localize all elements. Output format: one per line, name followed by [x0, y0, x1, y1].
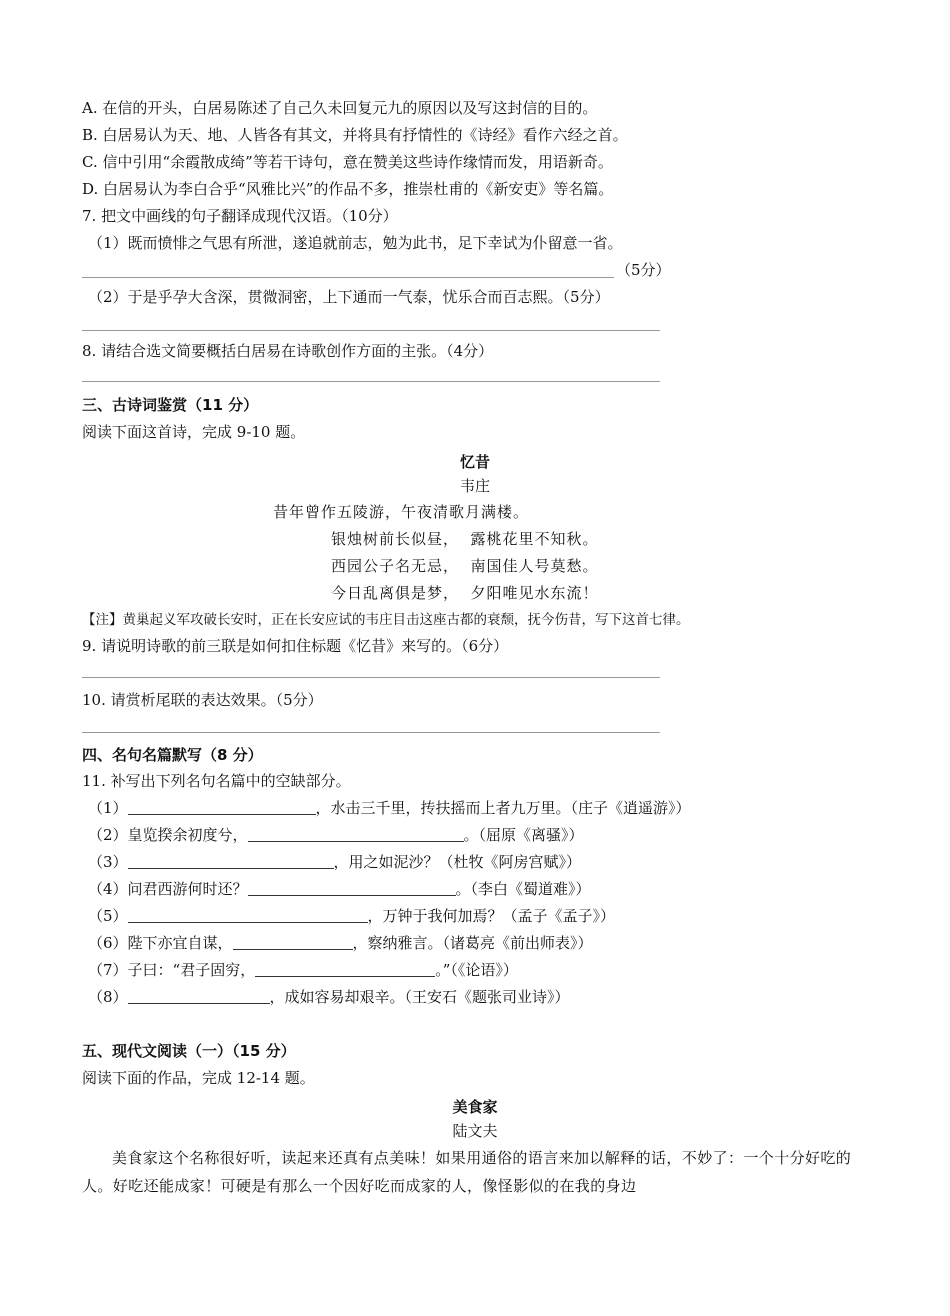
fill-prefix: （5）: [88, 907, 128, 925]
fill-blank[interactable]: [255, 961, 435, 977]
section-5-title: 五、现代文阅读（一）（15 分）: [82, 1042, 296, 1060]
section-3-title: 三、古诗词鉴赏（11 分）: [82, 396, 259, 414]
fill-suffix: 。（屈原《离骚》）: [463, 826, 584, 844]
poem-author: 韦庄: [459, 477, 490, 495]
fill-suffix: ，用之如泥沙？（杜牧《阿房宫赋》）: [333, 853, 582, 871]
section-4-title: 四、名句名篇默写（8 分）: [82, 746, 263, 764]
question-7: 7. 把文中画线的句子翻译成现代汉语。（10分）: [82, 207, 398, 225]
fill-blank[interactable]: [248, 826, 464, 842]
fill-suffix: 。”（《论语》）: [435, 961, 518, 979]
option-d: D. 白居易认为李白合乎“风雅比兴”的作品不多，推崇杜甫的《新安吏》等名篇。: [82, 180, 614, 198]
answer-line[interactable]: [82, 330, 660, 331]
fill-suffix: ，水击三千里，抟扶摇而上者九万里。（庄子《逍遥游》）: [315, 799, 691, 817]
question-7-sentence-1: （1）既而愤悱之气思有所泄，遂追就前志，勉为此书，足下幸试为仆留意一省。: [88, 234, 623, 252]
option-a: A. 在信的开头，白居易陈述了自己久未回复元九的原因以及写这封信的目的。: [82, 99, 598, 117]
fill-item: [88, 987, 570, 1007]
fill-blank[interactable]: [128, 907, 368, 923]
fill-item: [88, 798, 691, 818]
option-c: C. 信中引用“余霞散成绮”等若干诗句，意在赞美这些诗作缘情而发，用语新奇。: [82, 153, 613, 171]
fill-item: [88, 852, 581, 872]
fill-suffix: ，万钟于我何加焉？（孟子《孟子》）: [367, 907, 616, 925]
article-author: 陆文夫: [452, 1122, 498, 1140]
fill-prefix: （7）子曰：“君子固穷，: [88, 961, 256, 979]
question-9: 9. 请说明诗歌的前三联是如何扣住标题《忆昔》来写的。（6分）: [82, 637, 509, 655]
fill-item: [88, 960, 518, 980]
fill-suffix: ，成如容易却艰辛。（王安石《题张司业诗》）: [269, 988, 570, 1006]
poem-line: 西园公子名无忌， 南国佳人号莫愁。: [331, 557, 599, 575]
fill-blank[interactable]: [128, 988, 270, 1004]
fill-suffix: 。（李白《蜀道难》）: [455, 880, 591, 898]
answer-line[interactable]: [82, 677, 660, 678]
question-7-sentence-2: （2）于是乎孕大含深，贯微洞密，上下通而一气泰，忧乐合而百志熙。（5分）: [88, 288, 610, 306]
fill-prefix: （3）: [88, 853, 128, 871]
fill-item: [88, 933, 593, 953]
question-8: 8. 请结合选文简要概括白居易在诗歌创作方面的主张。（4分）: [82, 342, 494, 360]
fill-suffix: ，察纳雅言。（诸葛亮《前出师表》）: [352, 934, 593, 952]
question-11: 11. 补写出下列名句名篇中的空缺部分。: [82, 772, 351, 790]
poem-title: 忆昔: [459, 453, 490, 471]
poem-line: 昔年曾作五陵游，午夜清歌月满楼。: [273, 503, 530, 521]
answer-line[interactable]: [82, 277, 614, 278]
fill-blank[interactable]: [233, 934, 353, 950]
article-title: 美食家: [452, 1098, 498, 1116]
fill-prefix: （1）: [88, 799, 128, 817]
poem-line: 今日乱离俱是梦， 夕阳唯见水东流！: [331, 584, 599, 602]
fill-item: [88, 906, 615, 926]
fill-prefix: （2）皇览揆余初度兮，: [88, 826, 248, 844]
fill-item: [88, 879, 591, 899]
fill-prefix: （6）陛下亦宜自谋，: [88, 934, 233, 952]
section-3-intro: 阅读下面这首诗，完成 9-10 题。: [82, 423, 306, 441]
fill-prefix: （8）: [88, 988, 128, 1006]
option-b: B. 白居易认为天、地、人皆各有其文，并将具有抒情性的《诗经》看作六经之首。: [82, 126, 628, 144]
fill-prefix: （4）问君西游何时还？: [88, 880, 248, 898]
fill-blank[interactable]: [248, 880, 456, 896]
poem-note: 【注】黄巢起义军攻破长安时，正在长安应试的韦庄目击这座古都的衰颓，抚今伤昔，写下这首七律。: [82, 612, 690, 628]
question-7-sentence-1-score: （5分）: [616, 261, 671, 279]
section-5-intro: 阅读下面的作品，完成 12-14 题。: [82, 1069, 315, 1087]
question-10: 10. 请赏析尾联的表达效果。（5分）: [82, 691, 323, 709]
fill-blank[interactable]: [128, 799, 316, 815]
fill-blank[interactable]: [128, 853, 334, 869]
answer-line[interactable]: [82, 732, 660, 733]
fill-item: [88, 825, 584, 845]
article-paragraph: 美食家这个名称很好听，读起来还真有点美味！如果用通俗的语言来加以解释的话，不妙了：一个十分好吃的人。好吃还能成家！可硬是有那么一个因好吃而成家的人，像怪影似的在我的身边: [82, 1149, 852, 1195]
poem-line: 银烛树前长似昼， 露桃花里不知秋。: [331, 530, 599, 548]
answer-line[interactable]: [82, 381, 660, 382]
